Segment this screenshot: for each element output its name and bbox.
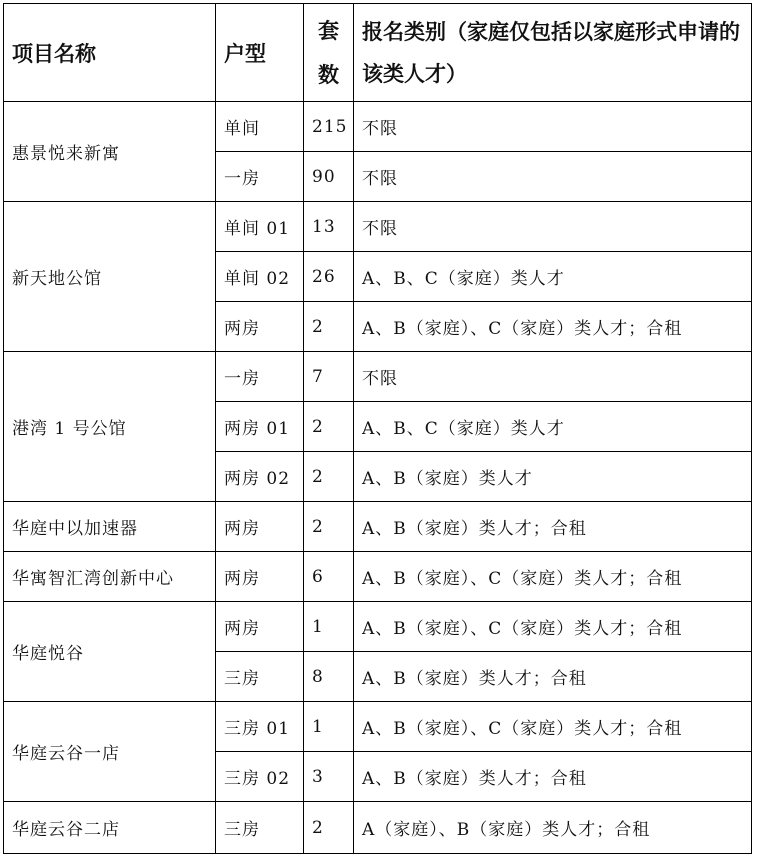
header-count [304, 4, 354, 102]
apply-category: 不限 [354, 102, 752, 152]
unit-count: 2 [304, 452, 354, 502]
unit-type: 三房 02 [216, 752, 304, 802]
header-count-line2: 数 [318, 62, 339, 87]
project-name: 华寓智汇湾创新中心 [4, 552, 216, 602]
apply-category: 不限 [354, 152, 752, 202]
unit-count: 1 [304, 602, 354, 652]
project-name: 新天地公馆 [4, 202, 216, 352]
project-name: 华庭悦谷 [4, 602, 216, 702]
header-category: 报名类别（家庭仅包括以家庭形式申请的该类人才） [354, 4, 752, 102]
unit-type: 两房 [216, 602, 304, 652]
apply-category: A、B（家庭）、C（家庭）类人才；合租 [354, 602, 752, 652]
table-row [4, 202, 752, 252]
unit-type: 三房 [216, 652, 304, 702]
unit-type: 一房 [216, 352, 304, 402]
apply-category: 不限 [354, 202, 752, 252]
unit-count: 6 [304, 552, 354, 602]
unit-type: 单间 01 [216, 202, 304, 252]
unit-count: 3 [304, 752, 354, 802]
unit-type: 三房 [216, 802, 304, 854]
project-name: 惠景悦来新寓 [4, 102, 216, 202]
unit-type: 两房 01 [216, 402, 304, 452]
unit-type: 单间 [216, 102, 304, 152]
unit-count: 13 [304, 202, 354, 252]
table-row [4, 502, 752, 552]
unit-count: 1 [304, 702, 354, 752]
table-row [4, 102, 752, 152]
unit-count: 8 [304, 652, 354, 702]
unit-type: 两房 [216, 552, 304, 602]
table-row [4, 352, 752, 402]
unit-type: 两房 [216, 502, 304, 552]
unit-count: 2 [304, 302, 354, 352]
project-name: 港湾 1 号公馆 [4, 352, 216, 502]
unit-type: 两房 [216, 302, 304, 352]
project-name: 华庭云谷二店 [4, 802, 216, 854]
project-name: 华庭中以加速器 [4, 502, 216, 552]
unit-count: 2 [304, 402, 354, 452]
header-count-line1: 套 [318, 18, 339, 43]
apply-category: 不限 [354, 352, 752, 402]
apply-category: A、B、C（家庭）类人才 [354, 252, 752, 302]
table-row [4, 802, 752, 854]
unit-count: 215 [304, 102, 354, 152]
apply-category: A（家庭）、B（家庭）类人才；合租 [354, 802, 752, 854]
unit-count: 90 [304, 152, 354, 202]
unit-count: 2 [304, 802, 354, 854]
table-header-row [4, 4, 752, 102]
apply-category: A、B、C（家庭）类人才 [354, 402, 752, 452]
table-row [4, 552, 752, 602]
apply-category: A、B（家庭）类人才 [354, 452, 752, 502]
unit-type: 两房 02 [216, 452, 304, 502]
header-project: 项目名称 [4, 4, 216, 102]
unit-count: 7 [304, 352, 354, 402]
unit-count: 2 [304, 502, 354, 552]
unit-count: 26 [304, 252, 354, 302]
header-type: 户型 [216, 4, 304, 102]
housing-table [3, 3, 752, 854]
project-name: 华庭云谷一店 [4, 702, 216, 802]
apply-category: A、B（家庭）、C（家庭）类人才；合租 [354, 302, 752, 352]
apply-category: A、B（家庭）类人才；合租 [354, 652, 752, 702]
table-row [4, 602, 752, 652]
apply-category: A、B（家庭）、C（家庭）类人才；合租 [354, 552, 752, 602]
table-row [4, 702, 752, 752]
unit-type: 三房 01 [216, 702, 304, 752]
apply-category: A、B（家庭）类人才；合租 [354, 752, 752, 802]
apply-category: A、B（家庭）、C（家庭）类人才；合租 [354, 702, 752, 752]
apply-category: A、B（家庭）类人才；合租 [354, 502, 752, 552]
unit-type: 一房 [216, 152, 304, 202]
unit-type: 单间 02 [216, 252, 304, 302]
